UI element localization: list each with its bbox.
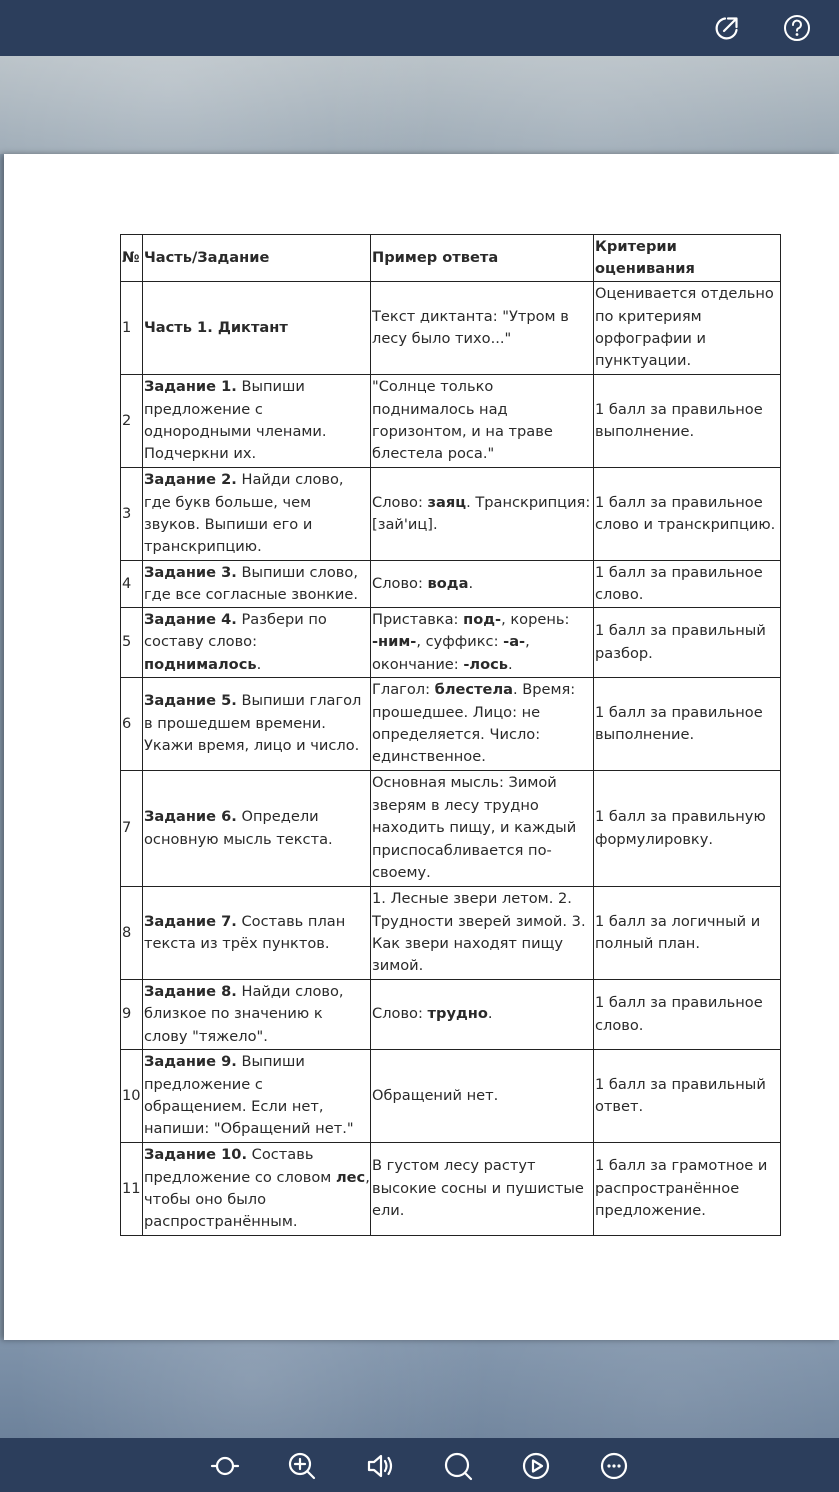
task-text: Выпиши предложение с обращением. Если нет, напиши: "Обращений нет." <box>144 1053 354 1138</box>
task-label: Задание 5. <box>144 692 237 710</box>
cell-answer <box>371 771 594 887</box>
answer-keyword: -а- <box>503 633 526 651</box>
bottom-toolbar <box>0 1438 839 1492</box>
answer-text: . Время: прошедшее. Лицо: не определяется. Число: единственное. <box>372 681 576 766</box>
answer-keyword: блестела <box>434 681 513 699</box>
answer-text: . <box>487 1005 493 1023</box>
background-texture-top <box>0 56 839 154</box>
cell-task <box>143 1143 371 1236</box>
answer-text: Обращений нет. <box>372 1086 499 1104</box>
task-text: Выпиши предложение с однородными членами. Подчеркни их. <box>144 378 327 463</box>
cell-criteria: 1 балл за правильное слово. <box>594 561 781 608</box>
answer-text: Текст диктанта: "Утром в лесу было тихо..." <box>372 307 569 347</box>
answer-text: Приставка: <box>372 610 464 628</box>
task-label: Задание 1. <box>144 378 237 396</box>
task-text: Выпиши глагол в прошедшем времени. Укажи время, лицо и число. <box>144 692 362 755</box>
task-keyword: лес <box>335 1168 366 1186</box>
table-row <box>121 468 781 561</box>
more-button[interactable] <box>596 1448 632 1484</box>
task-label: Задание 3. <box>144 563 237 581</box>
cell-criteria: 1 балл за правильное слово. <box>594 980 781 1050</box>
cell-task <box>143 980 371 1050</box>
answer-keyword: под- <box>463 610 502 628</box>
task-text: Составь предложение со словом <box>144 1146 336 1186</box>
answer-keyword: трудно <box>427 1005 488 1023</box>
cell-num: 4 <box>121 561 143 608</box>
share-icon <box>712 13 742 43</box>
cell-criteria: 1 балл за правильное слово и транскрипцию. <box>594 468 781 561</box>
cell-task <box>143 887 371 980</box>
cell-num: 9 <box>121 980 143 1050</box>
task-label: Задание 2. <box>144 471 237 489</box>
table-row <box>121 678 781 771</box>
answer-text: . Транскрипция: [зай'иц]. <box>372 493 591 533</box>
table-row <box>121 282 781 375</box>
task-label: Задание 8. <box>144 982 237 1000</box>
cell-num: 11 <box>121 1143 143 1236</box>
reading-mode-button[interactable] <box>207 1448 243 1484</box>
reading-mode-icon <box>209 1450 241 1482</box>
task-text-end: . <box>256 655 262 673</box>
cell-task <box>143 561 371 608</box>
search-button[interactable] <box>440 1448 476 1484</box>
task-label: Часть 1. Диктант <box>144 318 288 336</box>
play-button[interactable] <box>518 1448 554 1484</box>
share-button[interactable] <box>709 10 745 46</box>
table-row <box>121 375 781 468</box>
answer-text: , суффикс: <box>416 633 504 651</box>
answer-text: Слово: <box>372 574 428 592</box>
cell-task <box>143 1050 371 1143</box>
table-row <box>121 771 781 887</box>
task-text: Найди слово, где букв больше, чем звуков. Выпиши его и транскрипцию. <box>144 471 344 556</box>
task-label: Задание 9. <box>144 1053 237 1071</box>
cell-task <box>143 678 371 771</box>
cell-criteria: 1 балл за правильную формулировку. <box>594 771 781 887</box>
cell-num: 5 <box>121 608 143 678</box>
cell-num: 2 <box>121 375 143 468</box>
answer-keyword: -лось <box>463 655 508 673</box>
header-answer: Пример ответа <box>371 235 594 282</box>
answer-keyword: вода <box>427 574 469 592</box>
cell-answer <box>371 375 594 468</box>
cell-num: 7 <box>121 771 143 887</box>
cell-task <box>143 282 371 375</box>
play-icon <box>520 1450 552 1482</box>
task-label: Задание 7. <box>144 912 237 930</box>
cell-answer <box>371 468 594 561</box>
cell-answer <box>371 980 594 1050</box>
answer-text: . <box>468 574 474 592</box>
read-aloud-icon <box>364 1450 396 1482</box>
task-keyword: поднималось <box>144 655 257 673</box>
cell-task <box>143 608 371 678</box>
cell-answer <box>371 887 594 980</box>
cell-criteria: 1 балл за правильный ответ. <box>594 1050 781 1143</box>
cell-num: 6 <box>121 678 143 771</box>
cell-answer <box>371 561 594 608</box>
answer-text: Основная мысль: Зимой зверям в лесу трудно находить пищу, и каждый приспосабливается по-своему. <box>372 774 577 882</box>
header-num: № <box>121 235 143 282</box>
answer-text: Слово: <box>372 493 428 511</box>
cell-answer <box>371 608 594 678</box>
zoom-in-button[interactable] <box>284 1448 320 1484</box>
task-label: Задание 4. <box>144 610 237 628</box>
answer-text: Слово: <box>372 1005 428 1023</box>
cell-answer <box>371 1143 594 1236</box>
table-row <box>121 887 781 980</box>
task-text: Выпиши слово, где все согласные звонкие. <box>144 563 358 603</box>
document-page <box>4 154 839 1340</box>
help-button[interactable] <box>779 10 815 46</box>
table-row <box>121 561 781 608</box>
cell-criteria: 1 балл за грамотное и распространённое предложение. <box>594 1143 781 1236</box>
task-text: Найди слово, близкое по значению к слову "тяжело". <box>144 982 344 1045</box>
task-text: Составь план текста из трёх пунктов. <box>144 912 346 952</box>
cell-num: 10 <box>121 1050 143 1143</box>
task-text: Разбери по составу слово: <box>144 610 327 651</box>
cell-criteria: 1 балл за правильное выполнение. <box>594 678 781 771</box>
answer-keyword: заяц <box>427 493 467 511</box>
table-row <box>121 1143 781 1236</box>
cell-criteria: 1 балл за логичный и полный план. <box>594 887 781 980</box>
answer-keyword: -ним- <box>372 633 417 651</box>
table-header-row <box>121 235 781 282</box>
table-row <box>121 608 781 678</box>
answer-text: . <box>508 655 513 673</box>
zoom-in-icon <box>286 1450 318 1482</box>
cell-num: 1 <box>121 282 143 375</box>
header-criteria: Критерии оценивания <box>594 235 781 282</box>
answer-text: , окончание: <box>372 633 530 673</box>
cell-answer <box>371 282 594 375</box>
task-text: Определи основную мысль текста. <box>144 808 333 848</box>
cell-answer <box>371 678 594 771</box>
task-label: Задание 10. <box>144 1146 247 1164</box>
cell-criteria: Оценивается отдельно по критериям орфографии и пунктуации. <box>594 282 781 375</box>
cell-task <box>143 468 371 561</box>
task-text-end: , чтобы оно было распространённым. <box>144 1168 370 1231</box>
header-task: Часть/Задание <box>143 235 371 282</box>
answer-text: В густом лесу растут высокие сосны и пушистые ели. <box>372 1157 584 1220</box>
top-toolbar <box>0 0 839 56</box>
cell-criteria: 1 балл за правильное выполнение. <box>594 375 781 468</box>
help-icon <box>782 13 812 43</box>
cell-num: 3 <box>121 468 143 561</box>
table-row <box>121 1050 781 1143</box>
cell-task <box>143 375 371 468</box>
cell-num: 8 <box>121 887 143 980</box>
cell-answer <box>371 1050 594 1143</box>
cell-task <box>143 771 371 887</box>
answer-text: "Солнце только поднималось над горизонтом, и на траве блестела роса." <box>372 378 553 463</box>
more-icon <box>598 1450 630 1482</box>
assessment-table <box>120 234 781 1236</box>
task-label: Задание 6. <box>144 808 237 826</box>
answer-text: , корень: <box>501 610 570 628</box>
answer-text: Глагол: <box>372 681 435 699</box>
answer-text: 1. Лесные звери летом. 2. Трудности зверей зимой. 3. Как звери находят пищу зимой. <box>372 890 586 975</box>
search-icon <box>442 1450 474 1482</box>
background-texture-bottom <box>0 1340 839 1438</box>
cell-criteria: 1 балл за правильный разбор. <box>594 608 781 678</box>
table-row <box>121 980 781 1050</box>
read-aloud-button[interactable] <box>362 1448 398 1484</box>
